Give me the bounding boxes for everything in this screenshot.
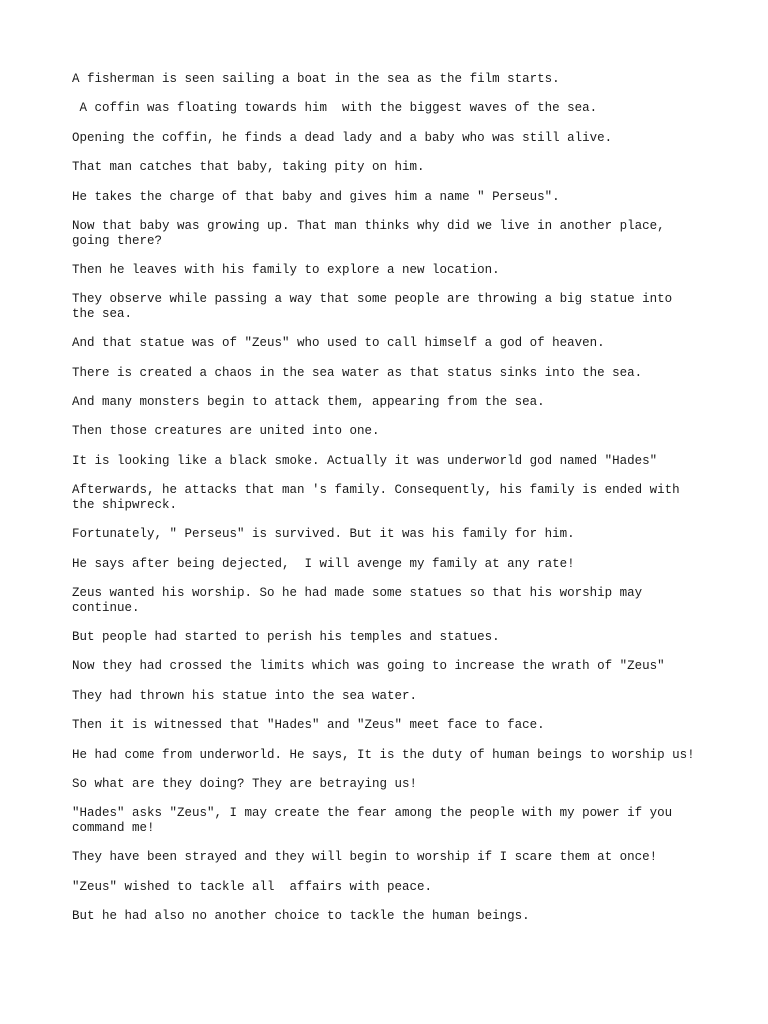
paragraph: But people had started to perish his temples and statues.	[72, 630, 500, 645]
paragraph: A fisherman is seen sailing a boat in the sea as the film starts.	[72, 72, 560, 86]
paragraph: Zeus wanted his worship. So he had made some statues so that his worship may continue.	[72, 586, 650, 615]
paragraph: Then he leaves with his family to explore a new location.	[72, 262, 500, 277]
paragraph: There is created a chaos in the sea water as that status sinks into the sea.	[72, 365, 643, 380]
paragraph: "Hades" asks "Zeus", I may create the fear among the people with my power if you command me!	[72, 806, 680, 835]
paragraph: It is looking like a black smoke. Actually it was underworld god named "Hades"	[72, 453, 658, 468]
paragraph: They have been strayed and they will begin to worship if I scare them at once!	[72, 850, 658, 865]
paragraph: So what are they doing? They are betraying us!	[72, 776, 418, 791]
document-body	[72, 72, 702, 939]
paragraph: Fortunately, " Perseus" is survived. But it was his family for him.	[72, 527, 575, 542]
paragraph: He takes the charge of that baby and gives him a name " Perseus".	[72, 189, 560, 204]
paragraph: He had come from underworld. He says, It is the duty of human beings to worship us!	[72, 747, 695, 762]
paragraph: But he had also no another choice to tackle the human beings.	[72, 909, 530, 924]
paragraph: They had thrown his statue into the sea water.	[72, 688, 418, 703]
paragraph: A coffin was floating towards him with the biggest waves of the sea.	[72, 101, 598, 116]
paragraph: They observe while passing a way that some people are throwing a big statue into the sea.	[72, 292, 680, 321]
paragraph: And that statue was of "Zeus" who used to call himself a god of heaven.	[72, 336, 605, 351]
paragraph: That man catches that baby, taking pity on him.	[72, 160, 425, 175]
paragraph: "Zeus" wished to tackle all affairs with peace.	[72, 879, 433, 894]
paragraph: Then it is witnessed that "Hades" and "Zeus" meet face to face.	[72, 718, 545, 733]
paragraph: Afterwards, he attacks that man 's family. Consequently, his family is ended with the shipwreck.	[72, 483, 688, 512]
paragraph: Then those creatures are united into one.	[72, 424, 380, 439]
paragraph: He says after being dejected, I will avenge my family at any rate!	[72, 556, 575, 571]
paragraph: And many monsters begin to attack them, appearing from the sea.	[72, 395, 545, 410]
paragraph: Opening the coffin, he finds a dead lady and a baby who was still alive.	[72, 130, 613, 145]
paragraph: Now that baby was growing up. That man thinks why did we live in another place, going there?	[72, 218, 673, 248]
paragraph: Now they had crossed the limits which was going to increase the wrath of "Zeus"	[72, 659, 665, 674]
